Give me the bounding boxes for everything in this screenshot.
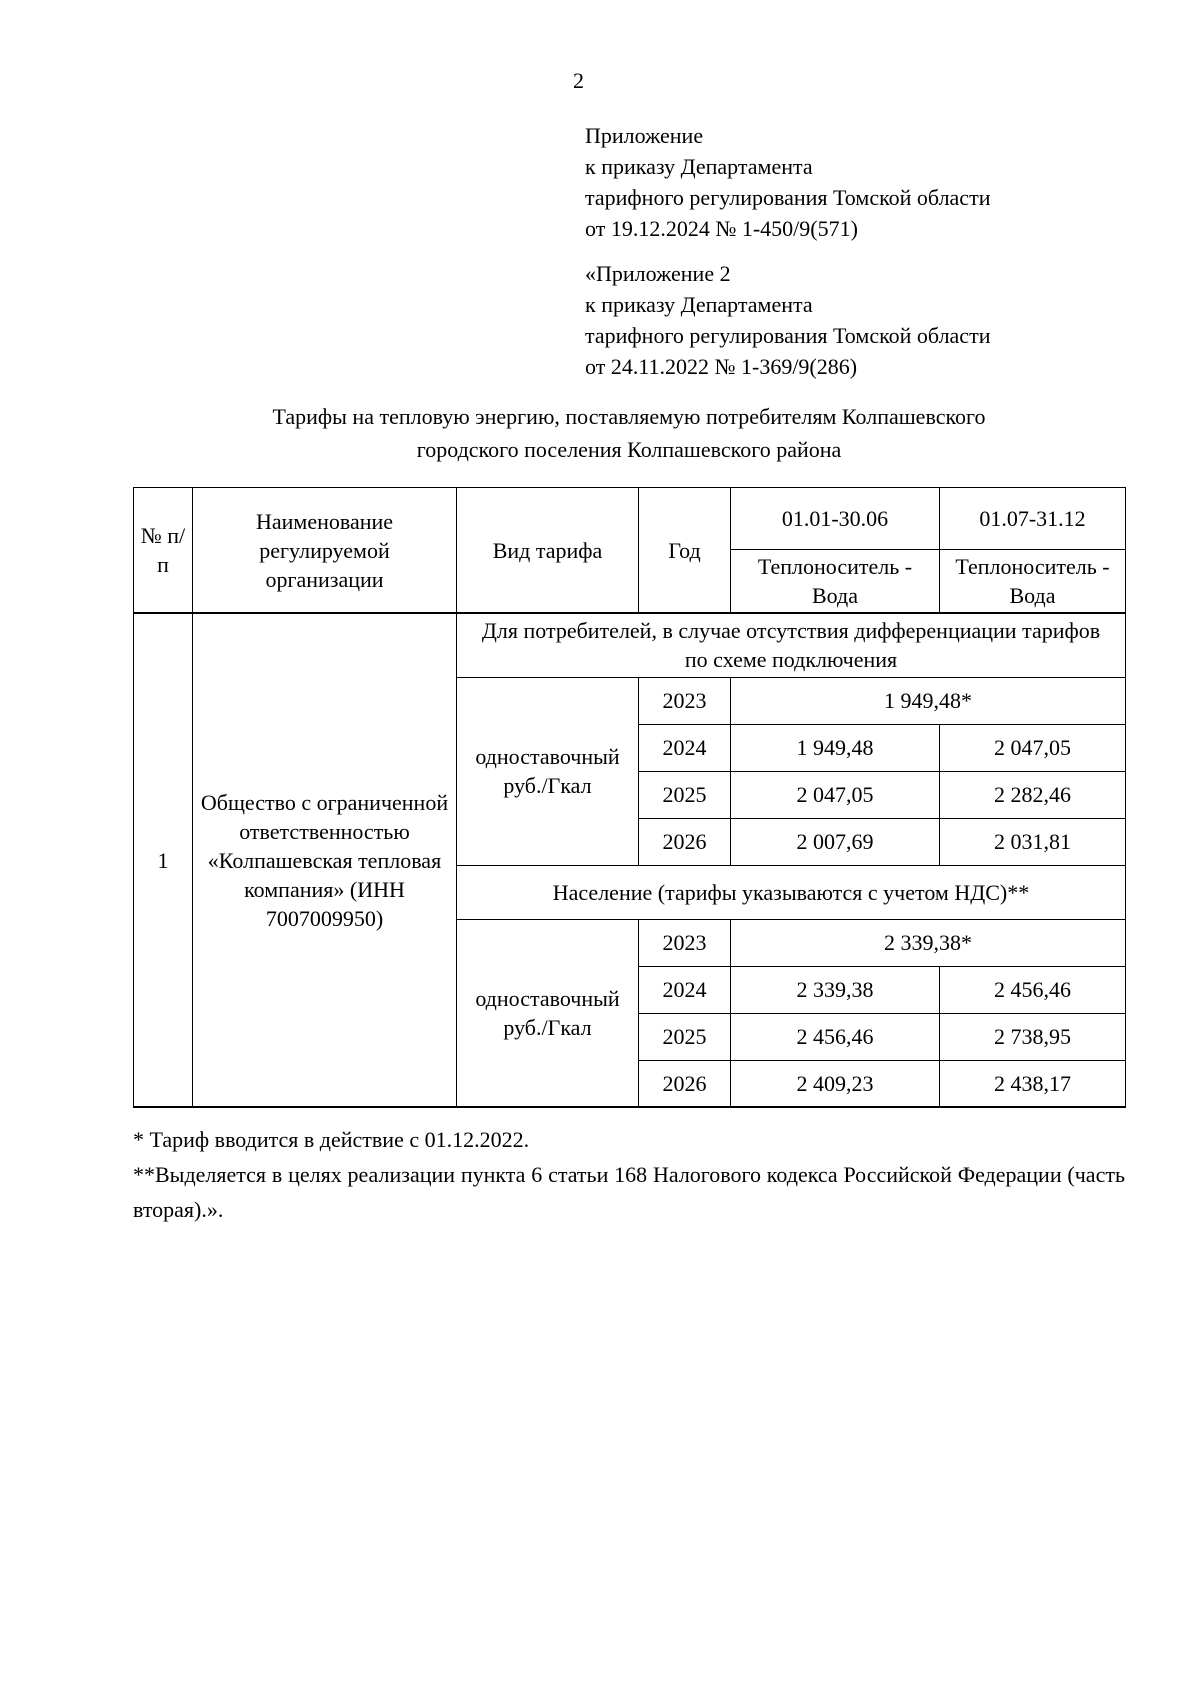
year-cell: 2023 xyxy=(639,677,731,724)
year-cell: 2025 xyxy=(639,771,731,818)
year-cell: 2023 xyxy=(639,919,731,966)
merged-price-cell: 1 949,48* xyxy=(731,677,1126,724)
price-cell: 2 409,23 xyxy=(731,1060,940,1107)
section-heading-text: Население (тарифы указываются с учетом НДС)** xyxy=(552,879,1030,905)
header-cell-carrier-2: Теплоноситель - Вода xyxy=(940,550,1126,614)
header-cell-organization: Наименование регулируемой организации xyxy=(193,488,457,614)
price-cell: 2 438,17 xyxy=(940,1060,1126,1107)
price-cell: 1 949,48 xyxy=(731,724,940,771)
header-cell-period-1: 01.01-30.06 xyxy=(731,488,940,550)
price-cell: 2 456,46 xyxy=(940,966,1126,1013)
footnotes xyxy=(133,1122,1125,1227)
header-cell-num: № п/п xyxy=(134,488,193,614)
section-heading-cell xyxy=(457,613,1126,677)
section-heading-row xyxy=(134,613,1126,677)
section-heading-text: Для потребителей, в случае отсутствия дифференциации тарифов по схеме подключения xyxy=(481,618,1101,673)
year-cell: 2026 xyxy=(639,1060,731,1107)
year-cell: 2024 xyxy=(639,724,731,771)
tariff-type-cell: одноставочный руб./Гкал xyxy=(457,677,639,865)
row-number-cell: 1 xyxy=(134,613,193,1107)
price-cell: 2 282,46 xyxy=(940,771,1126,818)
appendix-line: к приказу Департамента xyxy=(585,292,813,317)
appendix-line: «Приложение 2 xyxy=(585,261,731,286)
title-line-1: Тарифы на тепловую энергию, поставляемую потребителям Колпашевского xyxy=(272,404,986,429)
tariff-table xyxy=(133,487,1126,1108)
year-cell: 2025 xyxy=(639,1013,731,1060)
organization-cell: Общество с ограниченной ответственностью «Колпашевская тепловая компания» (ИНН 7007009950) xyxy=(193,613,457,1107)
header-cell-carrier-1: Теплоноситель - Вода xyxy=(731,550,940,614)
header-cell-year: Год xyxy=(639,488,731,614)
appendix-block-1 xyxy=(585,120,1125,244)
header-cell-tariff-type: Вид тарифа xyxy=(457,488,639,614)
price-cell: 2 007,69 xyxy=(731,818,940,865)
price-cell: 2 047,05 xyxy=(940,724,1126,771)
appendix-block-2 xyxy=(585,258,1125,382)
price-cell: 2 031,81 xyxy=(940,818,1126,865)
footnote-1: * Тариф вводится в действие с 01.12.2022. xyxy=(133,1127,530,1152)
appendix-line: от 19.12.2024 № 1-450/9(571) xyxy=(585,216,858,241)
merged-price-cell: 2 339,38* xyxy=(731,919,1126,966)
appendix-line: Приложение xyxy=(585,123,704,148)
year-cell: 2026 xyxy=(639,818,731,865)
price-cell: 2 456,46 xyxy=(731,1013,940,1060)
appendix-line: тарифного регулирования Томской области xyxy=(585,185,991,210)
header-cell-period-2: 01.07-31.12 xyxy=(940,488,1126,550)
tariff-type-cell: одноставочный руб./Гкал xyxy=(457,919,639,1107)
section-heading-cell xyxy=(457,865,1126,919)
appendix-line: от 24.11.2022 № 1-369/9(286) xyxy=(585,354,858,379)
footnote-2: **Выделяется в целях реализации пункта 6 статьи 168 Налогового кодекса Российской Федерации (часть вторая).». xyxy=(133,1162,1125,1222)
price-cell: 2 339,38 xyxy=(731,966,940,1013)
appendix-line: тарифного регулирования Томской области xyxy=(585,323,991,348)
page-number: 2 xyxy=(573,68,584,93)
table-header-row-periods xyxy=(134,488,1126,550)
appendix-line: к приказу Департамента xyxy=(585,154,813,179)
price-cell: 2 047,05 xyxy=(731,771,940,818)
title-line-2: городского поселения Колпашевского района xyxy=(416,437,842,462)
price-cell: 2 738,95 xyxy=(940,1013,1126,1060)
year-cell: 2024 xyxy=(639,966,731,1013)
document-title xyxy=(133,400,1125,466)
